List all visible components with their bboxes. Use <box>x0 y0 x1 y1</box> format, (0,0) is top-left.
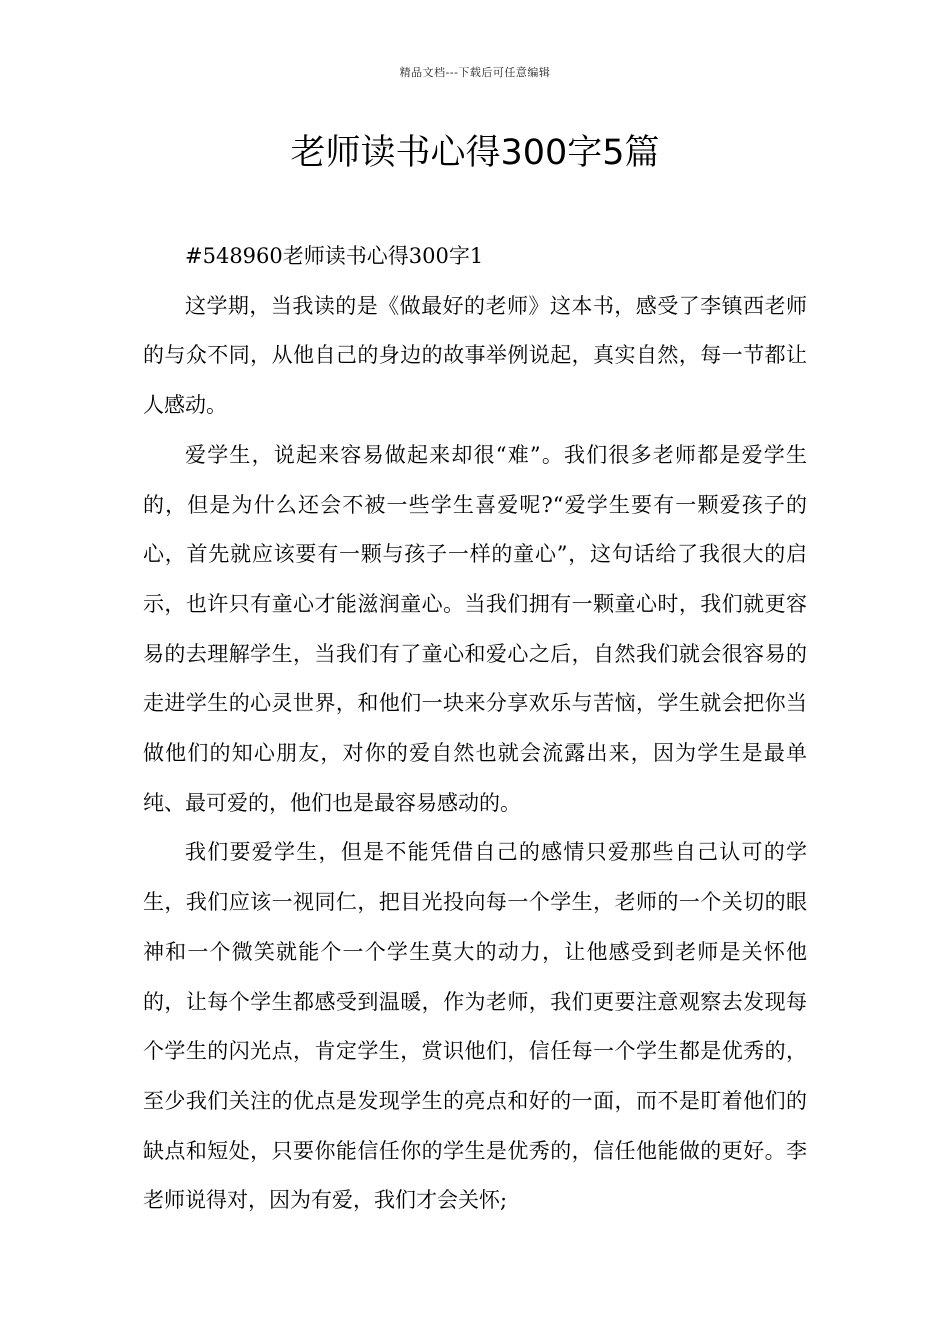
document-title: 老师读书心得300字5篇 <box>290 133 660 173</box>
paragraph-3: 我们要爱学生，但是不能凭借自己的感情只爱那些自己认可的学生，我们应该一视同仁，把目光投向每一个学生，老师的一个关切的眼神和一个微笑就能个一个学生莫大的动力，让他感受到老师是关怀他的，让每个学生都感受到温暖，作为老师，我们更要注意观察去发现每个学生的闪光点，肯定学生，赏识他们，信任每一个学生都是优秀的，至少我们关注的优点是发现学生的亮点和好的一面，而不是盯着他们的缺点和短处，只要你能信任你的学生是优秀的，信任他能做的更好。李老师说得对，因为有爱，我们才会关怀; <box>143 840 807 1213</box>
header-note: 精品文档---下载后可任意编辑 <box>399 66 551 79</box>
paragraph-2: 爱学生，说起来容易做起来却很“难”。我们很多老师都是爱学生的，但是为什么还会不被一些学生喜爱呢?“爱学生要有一颗爱孩子的心，首先就应该要有一颗与孩子一样的童心”，这句话给了我很大的启示，也许只有童心才能滋润童心。当我们拥有一颗童心时，我们就更容易的去理解学生，当我们有了童心和爱心之后，自然我们就会很容易的走进学生的心灵世界，和他们一块来分享欢乐与苦恼，学生就会把你当做他们的知心朋友，对你的爱自然也就会流露出来，因为学生是最单纯、最可爱的，他们也是最容易感动的。 <box>143 442 807 815</box>
section-heading: #548960老师读书心得300字1 <box>185 244 484 268</box>
document-body <box>143 232 807 1226</box>
paragraph-1: 这学期，当我读的是《做最好的老师》这本书，感受了李镇西老师的与众不同，从他自己的身边的故事举例说起，真实自然，每一节都让人感动。 <box>143 293 807 418</box>
